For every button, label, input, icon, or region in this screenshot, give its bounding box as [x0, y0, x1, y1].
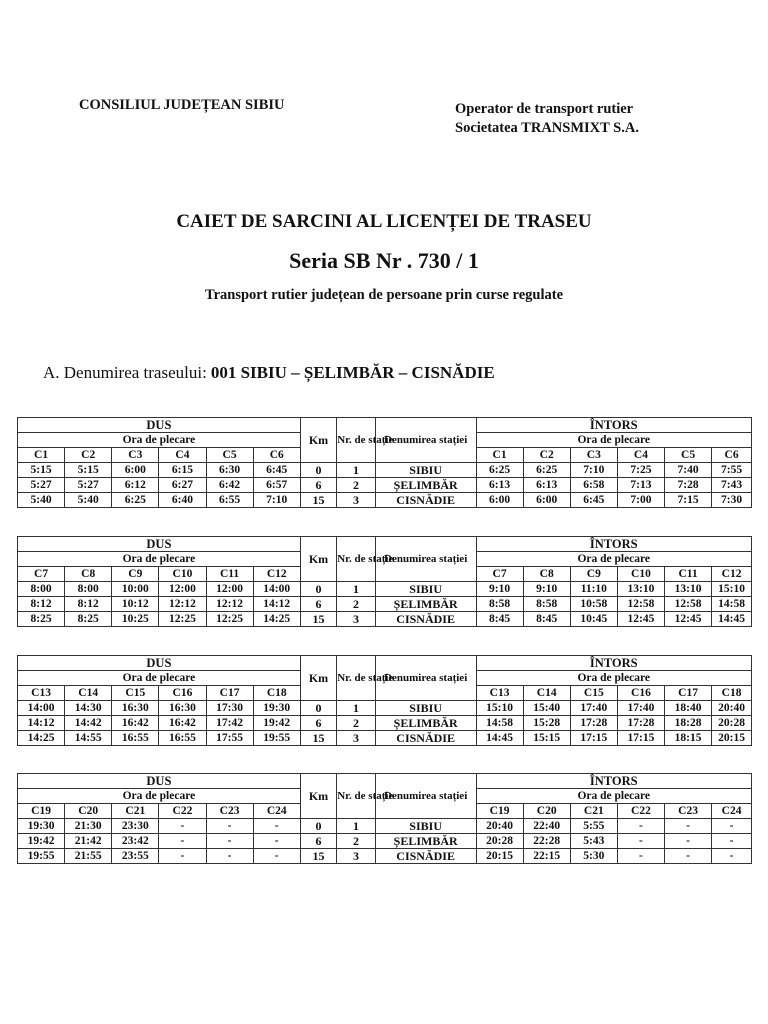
- intors-time-cell: 20:28: [476, 834, 523, 849]
- dus-course-header: C14: [65, 686, 112, 701]
- dus-course-header: C10: [159, 567, 206, 582]
- dus-course-header: C6: [253, 448, 300, 463]
- dus-time-cell: 14:00: [253, 582, 300, 597]
- intors-departure-label: Ora de plecare: [476, 552, 752, 567]
- dus-time-cell: 10:12: [112, 597, 159, 612]
- intors-time-cell: 17:40: [570, 701, 617, 716]
- intors-course-header: C9: [570, 567, 617, 582]
- dus-course-header: C11: [206, 567, 253, 582]
- station-name-cell: CISNĂDIE: [375, 612, 476, 627]
- dus-time-cell: 5:27: [65, 478, 112, 493]
- dus-course-header: C17: [206, 686, 253, 701]
- intors-course-header: C13: [476, 686, 523, 701]
- intors-time-cell: 17:40: [617, 701, 664, 716]
- station-number-cell: 3: [337, 493, 376, 508]
- table-row: [18, 716, 752, 731]
- intors-time-cell: 8:58: [476, 597, 523, 612]
- station-name-cell: ȘELIMBĂR: [375, 834, 476, 849]
- dus-time-cell: 8:12: [18, 597, 65, 612]
- intors-time-cell: 6:13: [523, 478, 570, 493]
- intors-time-cell: 7:40: [665, 463, 712, 478]
- intors-time-cell: 20:28: [712, 716, 752, 731]
- dus-time-cell: -: [206, 849, 253, 864]
- intors-course-header: C16: [617, 686, 664, 701]
- km-cell: 0: [300, 463, 336, 478]
- intors-course-header: C21: [570, 804, 617, 819]
- dus-time-cell: 16:30: [112, 701, 159, 716]
- intors-time-cell: 6:25: [476, 463, 523, 478]
- dus-header: DUS: [18, 774, 301, 789]
- dus-course-header: C19: [18, 804, 65, 819]
- dus-time-cell: -: [253, 834, 300, 849]
- dus-time-cell: -: [159, 834, 206, 849]
- timetable-4: [17, 773, 752, 864]
- dus-time-cell: 19:55: [18, 849, 65, 864]
- intors-time-cell: 12:45: [665, 612, 712, 627]
- station-number-cell: 3: [337, 612, 376, 627]
- intors-header: ÎNTORS: [476, 418, 752, 433]
- station-number-header: Nr. de stație: [337, 418, 376, 463]
- intors-time-cell: -: [617, 849, 664, 864]
- intors-course-header: C12: [712, 567, 752, 582]
- dus-header: DUS: [18, 656, 301, 671]
- intors-time-cell: -: [665, 819, 712, 834]
- km-cell: 6: [300, 478, 336, 493]
- km-cell: 15: [300, 731, 336, 746]
- intors-course-header: C5: [665, 448, 712, 463]
- intors-time-cell: 18:28: [665, 716, 712, 731]
- intors-time-cell: 7:43: [712, 478, 752, 493]
- dus-course-header: C16: [159, 686, 206, 701]
- dus-time-cell: 12:25: [159, 612, 206, 627]
- dus-time-cell: 21:42: [65, 834, 112, 849]
- km-header: Km: [300, 418, 336, 463]
- km-cell: 15: [300, 612, 336, 627]
- intors-time-cell: 22:40: [523, 819, 570, 834]
- intors-course-header: C7: [476, 567, 523, 582]
- intors-time-cell: 7:30: [712, 493, 752, 508]
- intors-time-cell: 7:55: [712, 463, 752, 478]
- station-name-cell: ȘELIMBĂR: [375, 716, 476, 731]
- intors-course-header: C22: [617, 804, 664, 819]
- dus-time-cell: 14:00: [18, 701, 65, 716]
- dus-time-cell: 6:27: [159, 478, 206, 493]
- dus-departure-label: Ora de plecare: [18, 671, 301, 686]
- route-name: 001 SIBIU – ȘELIMBĂR – CISNĂDIE: [210, 363, 495, 382]
- operator-line-2: Societatea TRANSMIXT S.A.: [455, 120, 639, 136]
- station-name-cell: SIBIU: [375, 463, 476, 478]
- table-row: [18, 463, 752, 478]
- dus-time-cell: 12:00: [159, 582, 206, 597]
- station-number-cell: 1: [337, 582, 376, 597]
- intors-time-cell: 7:28: [665, 478, 712, 493]
- intors-time-cell: 12:58: [617, 597, 664, 612]
- dus-time-cell: 5:40: [18, 493, 65, 508]
- km-cell: 0: [300, 701, 336, 716]
- table-row: [18, 819, 752, 834]
- dus-course-header: C15: [112, 686, 159, 701]
- dus-course-header: C23: [206, 804, 253, 819]
- station-number-cell: 3: [337, 849, 376, 864]
- dus-time-cell: 6:45: [253, 463, 300, 478]
- timetable-3: [17, 655, 752, 746]
- km-cell: 0: [300, 582, 336, 597]
- table-row: [18, 493, 752, 508]
- document-title: CAIET DE SARCINI AL LICENȚEI DE TRASEU: [176, 211, 592, 232]
- table-row: [18, 582, 752, 597]
- intors-time-cell: 7:25: [617, 463, 664, 478]
- intors-time-cell: 17:28: [570, 716, 617, 731]
- dus-time-cell: 19:30: [18, 819, 65, 834]
- station-number-cell: 2: [337, 597, 376, 612]
- dus-time-cell: -: [253, 849, 300, 864]
- intors-time-cell: 22:15: [523, 849, 570, 864]
- dus-time-cell: 17:30: [206, 701, 253, 716]
- dus-time-cell: 12:00: [206, 582, 253, 597]
- dus-time-cell: 12:12: [206, 597, 253, 612]
- dus-course-header: C18: [253, 686, 300, 701]
- intors-course-header: C17: [665, 686, 712, 701]
- intors-course-header: C15: [570, 686, 617, 701]
- dus-time-cell: 7:10: [253, 493, 300, 508]
- timetable-1: [17, 417, 752, 508]
- intors-time-cell: -: [665, 849, 712, 864]
- dus-course-header: C9: [112, 567, 159, 582]
- station-number-cell: 2: [337, 834, 376, 849]
- dus-header: DUS: [18, 418, 301, 433]
- intors-course-header: C11: [665, 567, 712, 582]
- dus-time-cell: 16:42: [159, 716, 206, 731]
- station-name-cell: CISNĂDIE: [375, 731, 476, 746]
- dus-time-cell: -: [206, 834, 253, 849]
- dus-time-cell: 14:12: [18, 716, 65, 731]
- dus-time-cell: 6:30: [206, 463, 253, 478]
- intors-time-cell: 7:15: [665, 493, 712, 508]
- license-series: Seria SB Nr . 730 / 1: [289, 248, 479, 273]
- km-cell: 6: [300, 716, 336, 731]
- intors-course-header: C14: [523, 686, 570, 701]
- intors-time-cell: 8:45: [476, 612, 523, 627]
- dus-time-cell: 5:40: [65, 493, 112, 508]
- intors-header: ÎNTORS: [476, 537, 752, 552]
- intors-time-cell: 20:40: [712, 701, 752, 716]
- dus-time-cell: 10:00: [112, 582, 159, 597]
- intors-time-cell: 9:10: [523, 582, 570, 597]
- dus-time-cell: 14:25: [18, 731, 65, 746]
- dus-time-cell: 8:25: [65, 612, 112, 627]
- intors-time-cell: 14:58: [476, 716, 523, 731]
- intors-time-cell: 14:45: [476, 731, 523, 746]
- dus-course-header: C24: [253, 804, 300, 819]
- km-header: Km: [300, 656, 336, 701]
- intors-course-header: C10: [617, 567, 664, 582]
- intors-time-cell: 14:45: [712, 612, 752, 627]
- dus-course-header: C3: [112, 448, 159, 463]
- table-row: [18, 849, 752, 864]
- intors-time-cell: 20:15: [712, 731, 752, 746]
- dus-time-cell: 21:30: [65, 819, 112, 834]
- intors-time-cell: 8:58: [523, 597, 570, 612]
- intors-time-cell: 17:15: [617, 731, 664, 746]
- station-number-header: Nr. de stație: [337, 537, 376, 582]
- dus-time-cell: 14:12: [253, 597, 300, 612]
- dus-time-cell: 8:00: [18, 582, 65, 597]
- intors-time-cell: 6:25: [523, 463, 570, 478]
- intors-time-cell: -: [712, 849, 752, 864]
- dus-time-cell: 8:12: [65, 597, 112, 612]
- dus-time-cell: 16:55: [112, 731, 159, 746]
- dus-time-cell: 8:25: [18, 612, 65, 627]
- intors-time-cell: 18:40: [665, 701, 712, 716]
- dus-time-cell: 14:55: [65, 731, 112, 746]
- intors-time-cell: 14:58: [712, 597, 752, 612]
- intors-time-cell: 7:13: [617, 478, 664, 493]
- route-label: A. Denumirea traseului:: [43, 363, 207, 382]
- dus-time-cell: -: [159, 849, 206, 864]
- intors-time-cell: 8:45: [523, 612, 570, 627]
- dus-course-header: C5: [206, 448, 253, 463]
- station-name-cell: CISNĂDIE: [375, 493, 476, 508]
- intors-course-header: C6: [712, 448, 752, 463]
- dus-course-header: C12: [253, 567, 300, 582]
- intors-course-header: C20: [523, 804, 570, 819]
- table-row: [18, 597, 752, 612]
- dus-course-header: C4: [159, 448, 206, 463]
- intors-time-cell: 15:15: [523, 731, 570, 746]
- intors-time-cell: 13:10: [665, 582, 712, 597]
- table-row: [18, 612, 752, 627]
- dus-time-cell: 5:27: [18, 478, 65, 493]
- intors-time-cell: -: [617, 819, 664, 834]
- dus-time-cell: -: [253, 819, 300, 834]
- intors-time-cell: 6:13: [476, 478, 523, 493]
- dus-course-header: C20: [65, 804, 112, 819]
- km-cell: 15: [300, 849, 336, 864]
- station-number-cell: 1: [337, 701, 376, 716]
- intors-time-cell: -: [712, 819, 752, 834]
- dus-course-header: C1: [18, 448, 65, 463]
- dus-time-cell: 6:12: [112, 478, 159, 493]
- dus-course-header: C13: [18, 686, 65, 701]
- dus-course-header: C7: [18, 567, 65, 582]
- intors-time-cell: 7:10: [570, 463, 617, 478]
- station-number-header: Nr. de stație: [337, 656, 376, 701]
- dus-time-cell: 19:30: [253, 701, 300, 716]
- operator-info: [455, 100, 639, 138]
- dus-time-cell: 6:25: [112, 493, 159, 508]
- intors-time-cell: 5:30: [570, 849, 617, 864]
- dus-time-cell: 16:30: [159, 701, 206, 716]
- table-row: [18, 701, 752, 716]
- intors-time-cell: 12:58: [665, 597, 712, 612]
- intors-time-cell: 6:00: [523, 493, 570, 508]
- station-number-cell: 3: [337, 731, 376, 746]
- station-name-header: Denumirea stației: [375, 774, 476, 819]
- dus-time-cell: 23:30: [112, 819, 159, 834]
- intors-time-cell: 15:10: [712, 582, 752, 597]
- dus-time-cell: 14:30: [65, 701, 112, 716]
- intors-time-cell: 12:45: [617, 612, 664, 627]
- route-line: [43, 363, 495, 383]
- intors-time-cell: 6:45: [570, 493, 617, 508]
- dus-time-cell: 10:25: [112, 612, 159, 627]
- document-subtitle: Transport rutier județean de persoane prin curse regulate: [204, 287, 564, 303]
- intors-time-cell: 11:10: [570, 582, 617, 597]
- intors-time-cell: 15:10: [476, 701, 523, 716]
- km-cell: 0: [300, 819, 336, 834]
- timetable-2: [17, 536, 752, 627]
- intors-time-cell: 9:10: [476, 582, 523, 597]
- table-row: [18, 478, 752, 493]
- dus-time-cell: 5:15: [18, 463, 65, 478]
- intors-time-cell: -: [712, 834, 752, 849]
- station-number-cell: 1: [337, 463, 376, 478]
- intors-time-cell: 17:15: [570, 731, 617, 746]
- km-cell: 6: [300, 597, 336, 612]
- station-name-cell: SIBIU: [375, 582, 476, 597]
- dus-time-cell: 23:42: [112, 834, 159, 849]
- intors-course-header: C3: [570, 448, 617, 463]
- dus-time-cell: 6:00: [112, 463, 159, 478]
- station-number-cell: 2: [337, 716, 376, 731]
- dus-time-cell: 19:42: [18, 834, 65, 849]
- intors-course-header: C18: [712, 686, 752, 701]
- intors-time-cell: 18:15: [665, 731, 712, 746]
- station-name-header: Denumirea stației: [375, 656, 476, 701]
- dus-time-cell: 6:40: [159, 493, 206, 508]
- dus-time-cell: 6:55: [206, 493, 253, 508]
- intors-time-cell: 10:58: [570, 597, 617, 612]
- intors-departure-label: Ora de plecare: [476, 433, 752, 448]
- intors-course-header: C2: [523, 448, 570, 463]
- intors-time-cell: -: [665, 834, 712, 849]
- dus-time-cell: 23:55: [112, 849, 159, 864]
- dus-course-header: C22: [159, 804, 206, 819]
- intors-course-header: C19: [476, 804, 523, 819]
- intors-departure-label: Ora de plecare: [476, 789, 752, 804]
- intors-course-header: C8: [523, 567, 570, 582]
- dus-course-header: C21: [112, 804, 159, 819]
- station-number-header: Nr. de stație: [337, 774, 376, 819]
- station-number-cell: 1: [337, 819, 376, 834]
- intors-course-header: C1: [476, 448, 523, 463]
- km-header: Km: [300, 774, 336, 819]
- station-number-cell: 2: [337, 478, 376, 493]
- intors-time-cell: 22:28: [523, 834, 570, 849]
- station-name-cell: CISNĂDIE: [375, 849, 476, 864]
- dus-time-cell: 8:00: [65, 582, 112, 597]
- intors-time-cell: 10:45: [570, 612, 617, 627]
- km-header: Km: [300, 537, 336, 582]
- dus-time-cell: 6:15: [159, 463, 206, 478]
- station-name-header: Denumirea stației: [375, 537, 476, 582]
- dus-time-cell: -: [206, 819, 253, 834]
- dus-header: DUS: [18, 537, 301, 552]
- intors-course-header: C4: [617, 448, 664, 463]
- intors-time-cell: 6:58: [570, 478, 617, 493]
- council-name: CONSILIUL JUDEȚEAN SIBIU: [79, 97, 285, 113]
- dus-time-cell: 17:42: [206, 716, 253, 731]
- dus-departure-label: Ora de plecare: [18, 433, 301, 448]
- table-row: [18, 834, 752, 849]
- dus-time-cell: 6:57: [253, 478, 300, 493]
- dus-time-cell: 12:12: [159, 597, 206, 612]
- km-cell: 15: [300, 493, 336, 508]
- intors-header: ÎNTORS: [476, 656, 752, 671]
- station-name-header: Denumirea stației: [375, 418, 476, 463]
- intors-time-cell: 20:15: [476, 849, 523, 864]
- intors-time-cell: 7:00: [617, 493, 664, 508]
- intors-time-cell: 15:40: [523, 701, 570, 716]
- intors-departure-label: Ora de plecare: [476, 671, 752, 686]
- dus-departure-label: Ora de plecare: [18, 789, 301, 804]
- intors-time-cell: 6:00: [476, 493, 523, 508]
- station-name-cell: ȘELIMBĂR: [375, 478, 476, 493]
- dus-time-cell: 12:25: [206, 612, 253, 627]
- station-name-cell: SIBIU: [375, 701, 476, 716]
- table-row: [18, 731, 752, 746]
- intors-course-header: C24: [712, 804, 752, 819]
- dus-time-cell: 16:42: [112, 716, 159, 731]
- intors-course-header: C23: [665, 804, 712, 819]
- dus-time-cell: 14:25: [253, 612, 300, 627]
- intors-header: ÎNTORS: [476, 774, 752, 789]
- dus-time-cell: -: [159, 819, 206, 834]
- dus-course-header: C2: [65, 448, 112, 463]
- intors-time-cell: 13:10: [617, 582, 664, 597]
- dus-time-cell: 17:55: [206, 731, 253, 746]
- station-name-cell: SIBIU: [375, 819, 476, 834]
- intors-time-cell: 5:43: [570, 834, 617, 849]
- dus-time-cell: 6:42: [206, 478, 253, 493]
- intors-time-cell: 17:28: [617, 716, 664, 731]
- dus-time-cell: 14:42: [65, 716, 112, 731]
- dus-course-header: C8: [65, 567, 112, 582]
- station-name-cell: ȘELIMBĂR: [375, 597, 476, 612]
- km-cell: 6: [300, 834, 336, 849]
- dus-time-cell: 21:55: [65, 849, 112, 864]
- dus-departure-label: Ora de plecare: [18, 552, 301, 567]
- intors-time-cell: -: [617, 834, 664, 849]
- dus-time-cell: 16:55: [159, 731, 206, 746]
- dus-time-cell: 19:55: [253, 731, 300, 746]
- intors-time-cell: 5:55: [570, 819, 617, 834]
- dus-time-cell: 19:42: [253, 716, 300, 731]
- operator-line-1: Operator de transport rutier: [455, 101, 634, 117]
- intors-time-cell: 20:40: [476, 819, 523, 834]
- dus-time-cell: 5:15: [65, 463, 112, 478]
- intors-time-cell: 15:28: [523, 716, 570, 731]
